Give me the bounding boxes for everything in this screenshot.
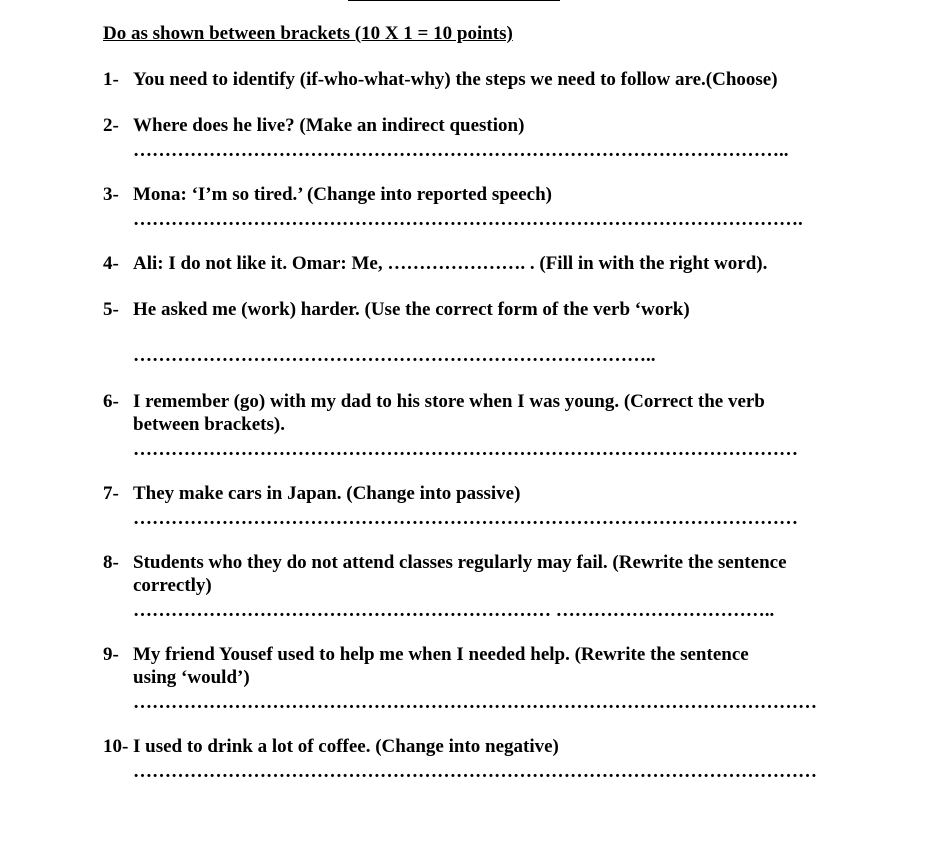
question-number-4: 4- [103,253,119,274]
question-number-8: 8- [103,552,119,573]
question-text-9-continued: using ‘would’) [133,667,250,688]
answer-line-3[interactable]: ……………………………………………………………………………………………. [133,209,803,230]
question-text-8-continued: correctly) [133,575,212,596]
answer-line-5[interactable]: ……………………………………………………………………….. [133,345,656,366]
question-number-1: 1- [103,69,119,90]
instructions-heading: Do as shown between brackets (10 X 1 = 10 points) [103,23,513,44]
answer-line-6[interactable]: …………………………………………………………………………………………… [133,439,798,460]
top-rule [348,0,560,1]
question-number-9: 9- [103,644,119,665]
question-number-5: 5- [103,299,119,320]
question-number-10: 10- [103,736,129,757]
question-text-1: You need to identify (if-who-what-why) the steps we need to follow are.(Choose) [133,69,778,90]
question-number-7: 7- [103,483,119,504]
question-text-6-continued: between brackets). [133,414,285,435]
answer-line-8[interactable]: ………………………………………………………… …………………………….. [133,600,775,621]
answer-line-2[interactable]: ………………………………………………………………………………………….. [133,140,789,161]
question-text-8: Students who they do not attend classes regularly may fail. (Rewrite the sentence [133,552,787,573]
question-text-5: He asked me (work) harder. (Use the correct form of the verb ‘work) [133,299,690,320]
question-text-9: My friend Yousef used to help me when I needed help. (Rewrite the sentence [133,644,749,665]
question-text-10: I used to drink a lot of coffee. (Change into negative) [133,736,559,757]
answer-line-7[interactable]: …………………………………………………………………………………………… [133,508,798,529]
question-text-3: Mona: ‘I’m so tired.’ (Change into reported speech) [133,184,553,205]
answer-line-9[interactable]: ……………………………………………………………………………………………… [133,692,817,713]
question-number-6: 6- [103,391,119,412]
question-text-2: Where does he live? (Make an indirect question) [133,115,525,136]
question-text-7: They make cars in Japan. (Change into passive) [133,483,521,504]
question-number-2: 2- [103,115,119,136]
question-number-3: 3- [103,184,119,205]
answer-line-10[interactable]: ……………………………………………………………………………………………… [133,761,817,782]
question-text-6: I remember (go) with my dad to his store when I was young. (Correct the verb [133,391,765,412]
question-text-4: Ali: I do not like it. Omar: Me, …………………. . (Fill in with the right word). [133,253,768,274]
